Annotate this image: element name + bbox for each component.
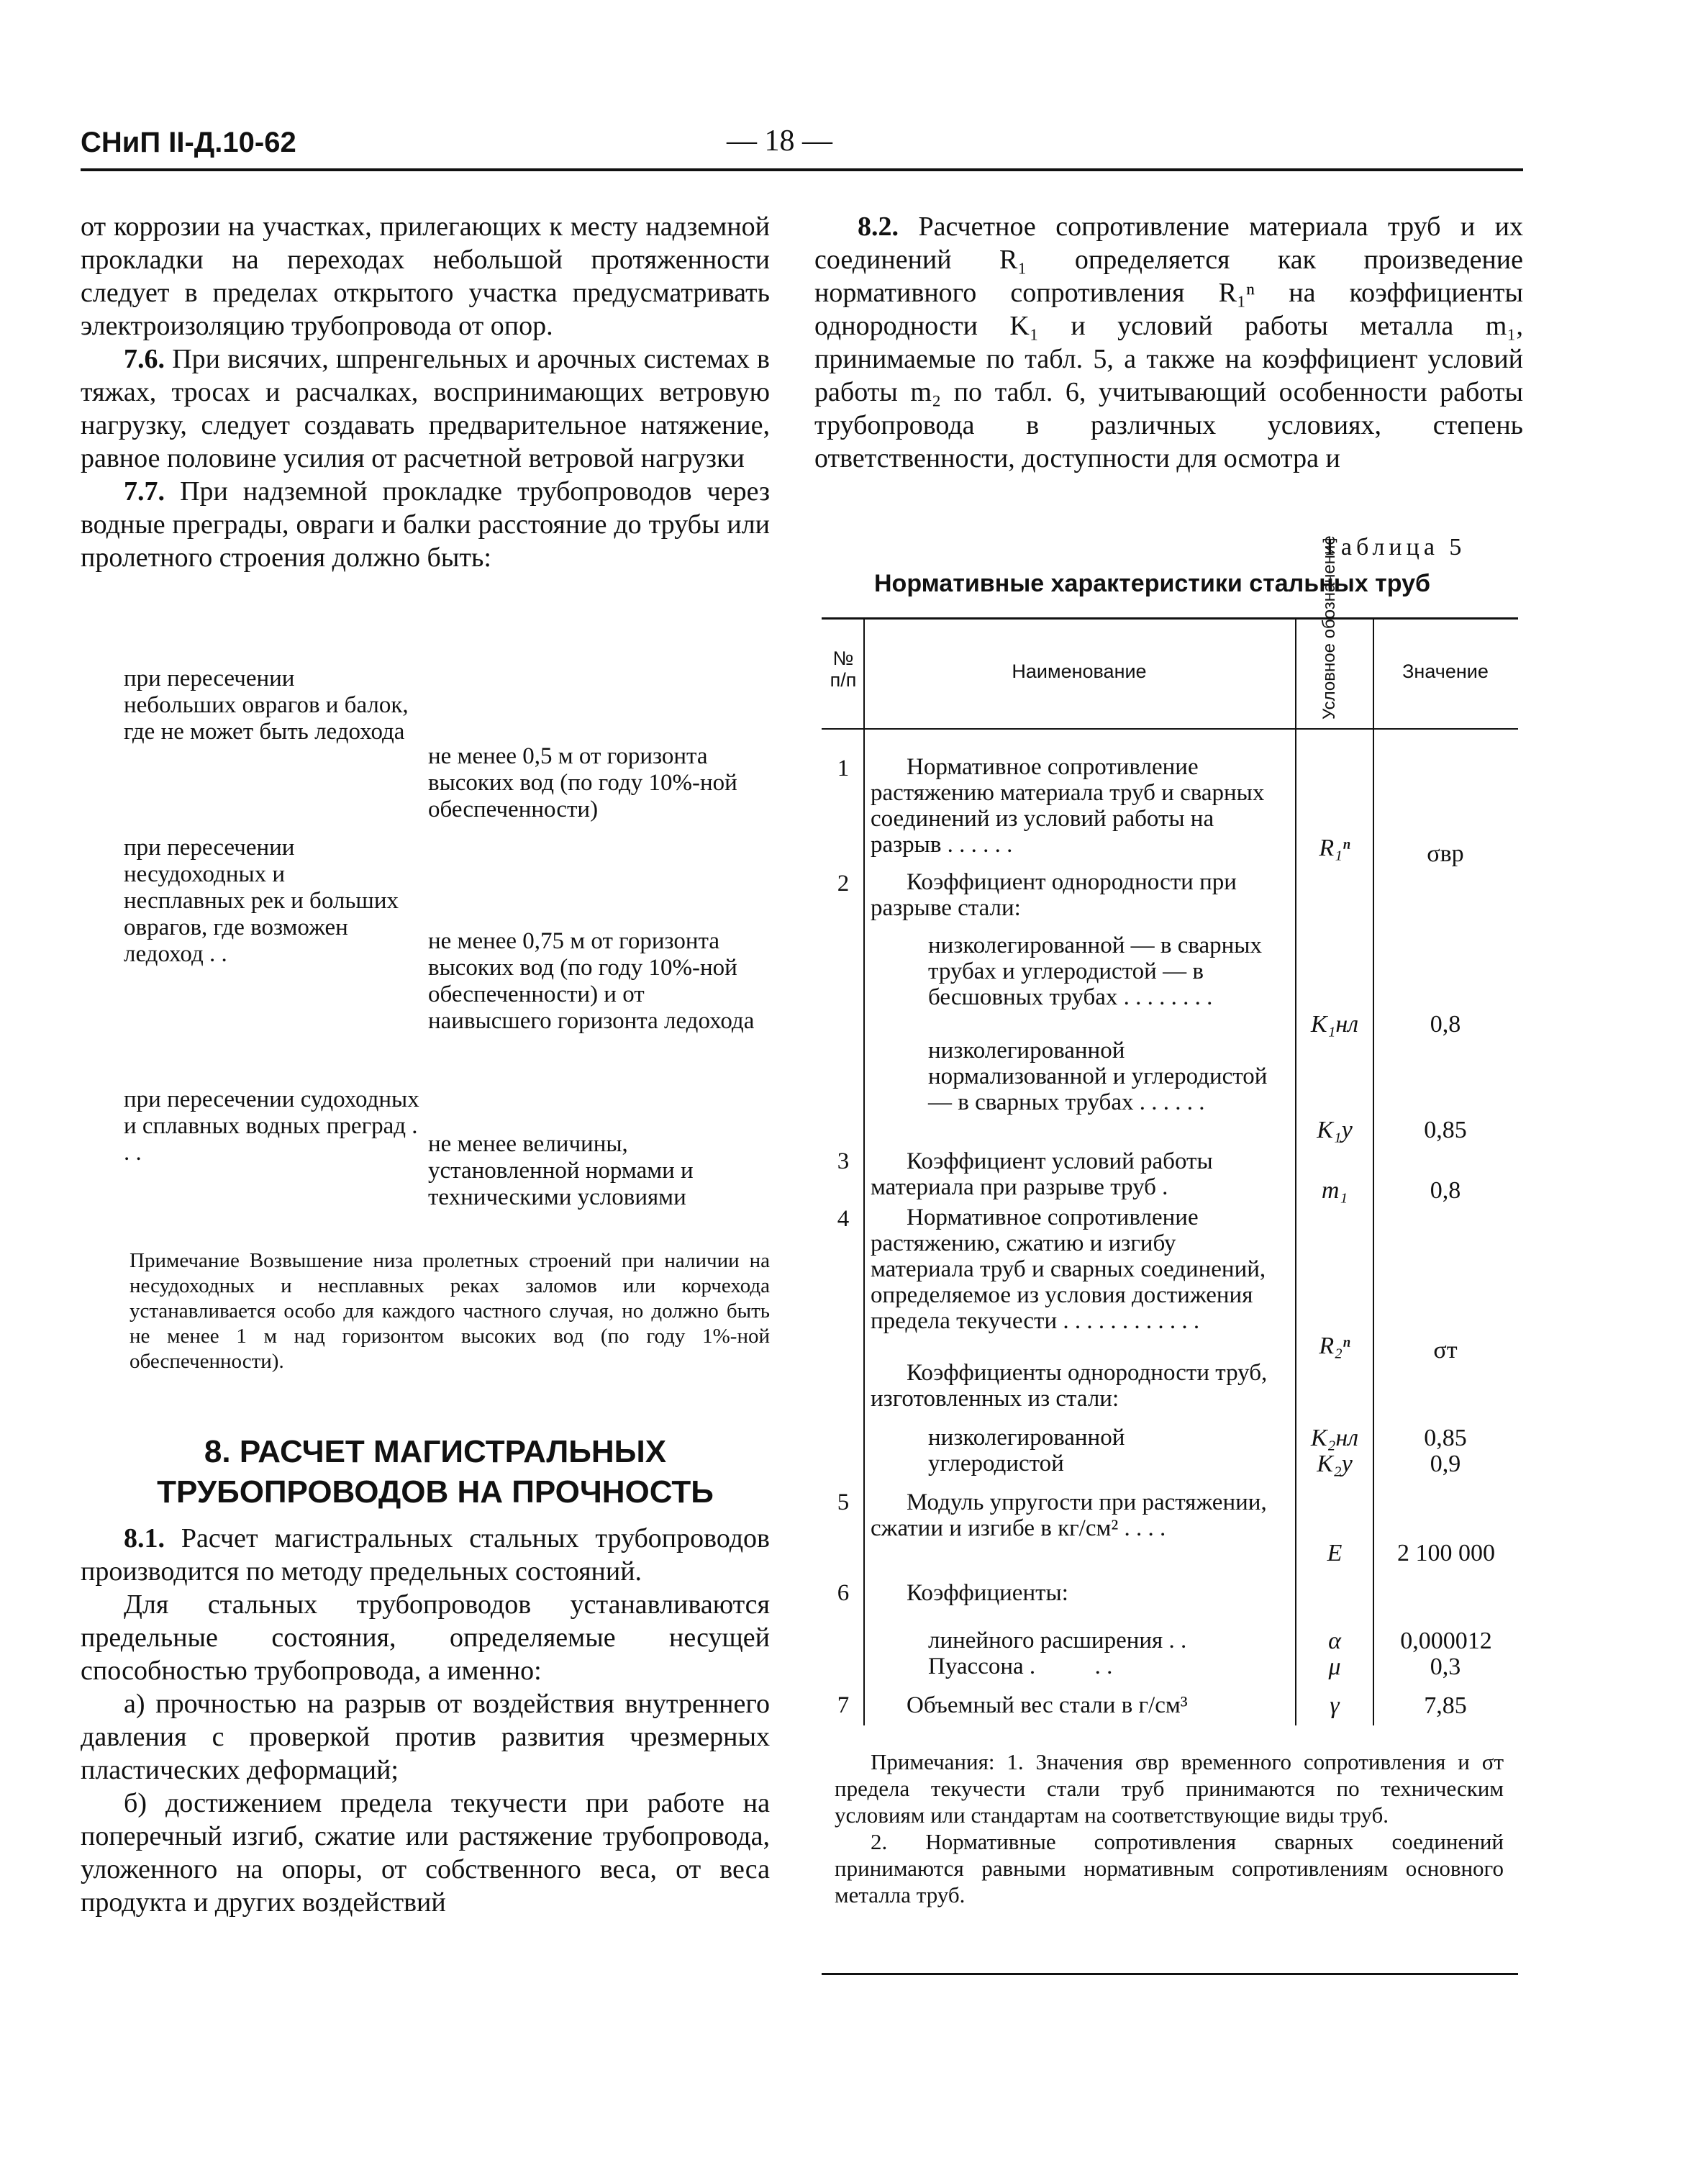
- paragraph-limit-states: Для стальных трубопроводов устанавливаются предельные состояния, определяемые несущей способностью трубопровода, а именно:: [81, 1589, 770, 1686]
- paragraph-text: Расчетное сопротивление материала труб и их соединений R₁ определяется как произведение нормативного сопротивления R₁ⁿ на коэффициенты однородности K₁ и условий работы металла m₁, принимаемые по табл. 5, а также на коэффициент условий работы m₂ по табл. 6, учитывающий особенности работы трубопровода в различных условиях, степень ответственности, доступности для осмотра и: [814, 212, 1524, 473]
- row-value: 0,85: [1424, 1425, 1467, 1451]
- clause-number: 8.1.: [124, 1523, 165, 1553]
- paragraph-text: При висячих, шпренгельных и арочных системах в тяжах, тросах и расчалках, воспринимающих ветровую нагрузку, следует создавать предварительное натяжение, равное половине усилия от расчетной ветровой нагрузки: [81, 344, 771, 473]
- th-value: Значение: [1402, 661, 1489, 682]
- table-header-rule: [822, 728, 1518, 730]
- row-value: 0,9: [1430, 1451, 1461, 1477]
- row-name: углеродистой: [928, 1451, 1064, 1476]
- row-value: 7,85: [1424, 1692, 1467, 1719]
- document-code: СНиП II-Д.10-62: [81, 127, 296, 158]
- paragraph-item-a: а) прочностью на разрыв от воздействия внутреннего давления с проверкой против развития чрезмерных пластических деформаций;: [81, 1689, 770, 1785]
- row-name: Коэффициенты:: [907, 1580, 1068, 1606]
- condition-3-requirement: не менее величины, установленной нормами и техническими условиями: [428, 1131, 694, 1210]
- row-symbol: γ: [1330, 1692, 1340, 1719]
- row-name: низколегированной — в сварных трубах и углеродистой — в бесшовных трубах . . . . . . . .: [928, 933, 1262, 1010]
- row-symbol: K₁у: [1317, 1117, 1353, 1143]
- row-symbol: α: [1328, 1628, 1341, 1654]
- row-symbol: E: [1327, 1540, 1343, 1566]
- row-number: 7: [837, 1692, 850, 1718]
- condition-3-case: при пересечении судоходных и сплавных водных преград . . .: [124, 1086, 419, 1166]
- condition-2-requirement: не менее 0,75 м от горизонта высоких вод (по году 10%-ной обеспеченности) и от наивысшего горизонта ледохода: [428, 928, 755, 1034]
- row-name: Объемный вес стали в г/см³: [907, 1692, 1188, 1718]
- row-value: σт: [1433, 1337, 1458, 1364]
- row-value: 0,85: [1424, 1117, 1467, 1143]
- paragraph-text: При надземной прокладке трубопроводов через водные преграды, овраги и балки расстояние до трубы или пролетного строения должно быть:: [81, 476, 771, 573]
- row-number: 5: [837, 1489, 850, 1515]
- paragraph-corrosion: от коррозии на участках, прилегающих к месту надземной прокладки на переходах небольшой протяженности следует в пределах открытого участка предусматривать электроизоляцию трубопровода от опор.: [81, 212, 770, 341]
- table-note-1: Примечания: 1. Значения σвр временного сопротивления и σт предела текучести стали труб принимаются по техническим условиям или стандартам на соответствующие виды труб.: [835, 1749, 1504, 1828]
- row-name: низколегированной: [928, 1425, 1125, 1451]
- row-value: 0,000012: [1400, 1628, 1492, 1654]
- paragraph-item-b: б) достижением предела текучести при работе на поперечный изгиб, сжатие или растяжение трубопровода, уложенного на опоры, от собственного веса, от веса продукта и других воздействий: [81, 1788, 770, 1918]
- row-name: Нормативное сопротивление растяжению, сжатию и изгибу материала труб и сварных соединений, определяемое из условия достижения предела текучести . . . . . . . . . . . .: [871, 1205, 1266, 1334]
- row-symbol: μ: [1328, 1653, 1341, 1680]
- th-name: Наименование: [1012, 661, 1147, 682]
- row-value: 0,8: [1430, 1011, 1461, 1038]
- table-note-2: 2. Нормативные сопротивления сварных соединений принимаются равными нормативным сопротивлениям основного металла труб.: [835, 1829, 1504, 1907]
- row-value: 2 100 000: [1397, 1540, 1495, 1566]
- row-name: Пуассона . . .: [928, 1653, 1113, 1679]
- th-symbol: Условное обозначение: [1319, 535, 1339, 720]
- th-number: № п/п: [830, 648, 857, 691]
- row-name: Модуль упругости при растяжении, сжатии и изгибе в кг/см² . . . .: [871, 1489, 1267, 1541]
- row-name: Коэффициент условий работы материала при разрыве труб .: [871, 1148, 1213, 1200]
- row-value: 0,3: [1430, 1653, 1461, 1680]
- section-title: 8. РАСЧЕТ МАГИСТРАЛЬНЫХ ТРУБОПРОВОДОВ НА ПРОЧНОСТЬ: [157, 1434, 714, 1510]
- row-symbol: m₁: [1321, 1177, 1348, 1204]
- row-value: 0,8: [1430, 1177, 1461, 1204]
- row-symbol: K₁нл: [1310, 1011, 1359, 1038]
- row-number: 6: [837, 1580, 850, 1606]
- paragraph-7-7: [81, 475, 770, 574]
- right-column-top: [814, 210, 1523, 475]
- row-value: σвр: [1427, 840, 1464, 867]
- row-name: линейного расширения . .: [928, 1628, 1187, 1653]
- row-number: 1: [837, 756, 850, 781]
- condition-1-requirement: не менее 0,5 м от горизонта высоких вод (по году 10%-ной обеспеченности): [428, 743, 737, 822]
- row-name: Нормативное сопротивление растяжению материала труб и сварных соединений из условий работы на разрыв . . . . . .: [871, 754, 1265, 858]
- condition-2-case: при пересечении несудоходных и несплавных рек и больших оврагов, где возможен ледоход . .: [124, 835, 399, 967]
- clause-number: 7.6.: [124, 344, 165, 374]
- table-notes: [835, 1748, 1504, 1908]
- clause-number: 8.2.: [858, 212, 899, 242]
- left-column-bottom: [81, 1522, 770, 1919]
- row-number: 4: [837, 1206, 850, 1232]
- row-symbol: K₂нл: [1310, 1425, 1359, 1451]
- table-divider: [863, 617, 865, 1725]
- paragraph-text: Расчет магистральных стальных трубопроводов производится по методу предельных состояний.: [81, 1523, 770, 1587]
- row-number: 2: [837, 871, 850, 897]
- header-rule: [81, 168, 1523, 171]
- left-column-top: [81, 210, 770, 574]
- table-title: Нормативные характеристики стальных труб: [874, 570, 1430, 597]
- clause-number: 7.7.: [124, 476, 165, 507]
- row-number: 3: [837, 1148, 850, 1174]
- paragraph-8-1: [81, 1522, 770, 1588]
- row-name: Коэффициент однородности при разрыве стали:: [871, 869, 1237, 921]
- row-symbol: R₂ⁿ: [1319, 1333, 1350, 1359]
- row-symbol: K₂у: [1317, 1451, 1353, 1477]
- table-caption: Таблица 5: [1322, 534, 1466, 561]
- page-number: — 18 —: [727, 124, 832, 158]
- condition-1-case: при пересечении небольших оврагов и балок, где не может быть ледохода: [124, 666, 409, 745]
- row-symbol: R₁ⁿ: [1319, 835, 1350, 861]
- paragraph-7-6: [81, 342, 770, 475]
- row-name: низколегированной нормализованной и углеродистой — в сварных трубах . . . . . .: [928, 1038, 1268, 1115]
- note-7-7: Примечание Возвышение низа пролетных строений при наличии на несудоходных и несплавных реках заломов или корчехода устанавливается особо для каждого частного случая, но должно быть не менее 1 м над горизонтом высоких вод (по году 1%-ной обеспеченности).: [130, 1249, 770, 1373]
- paragraph-8-2: [814, 210, 1523, 475]
- row-name: Коэффициенты однородности труб, изготовленных из стали:: [871, 1360, 1268, 1412]
